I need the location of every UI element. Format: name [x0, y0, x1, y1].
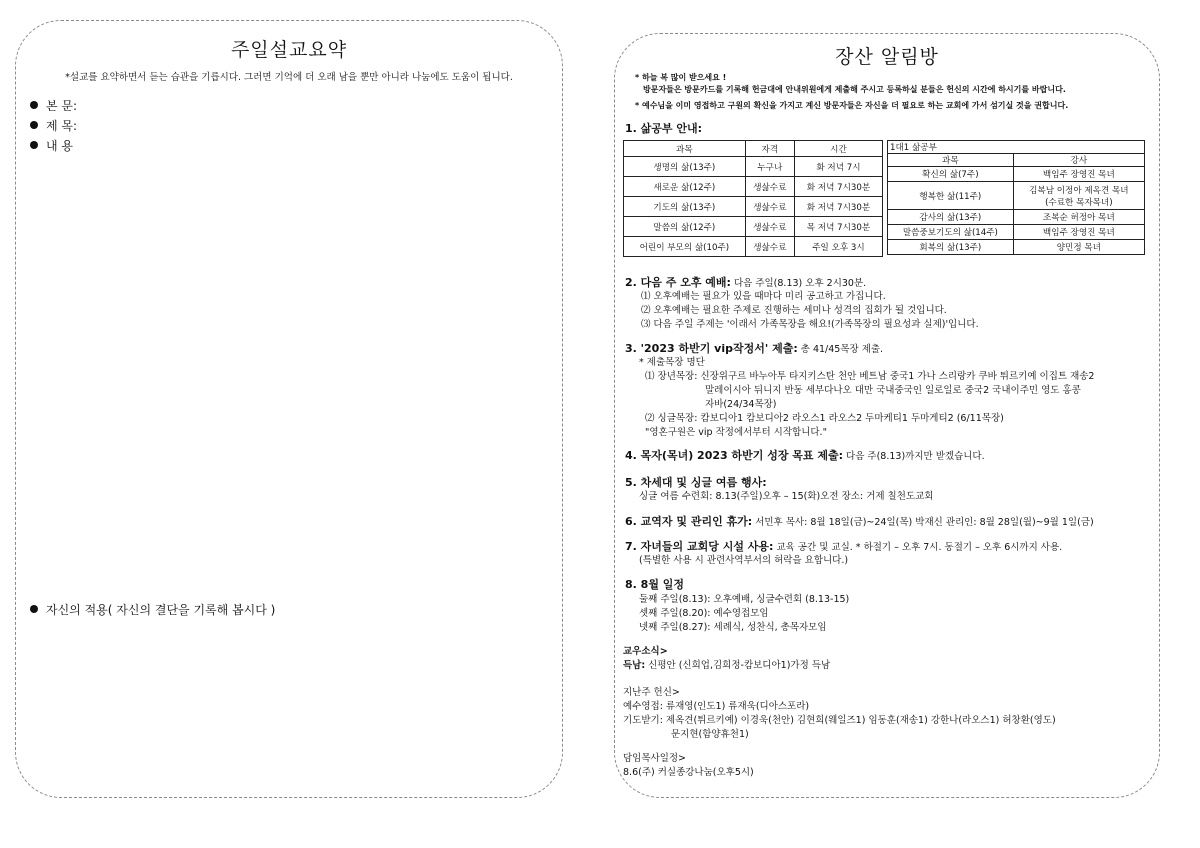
section-3-item: 자바(24/34목장) — [705, 399, 777, 410]
notice-welcome: * 하늘 복 많이 받으세요 ! — [635, 73, 727, 82]
section-2 — [625, 276, 866, 290]
table-row — [624, 177, 883, 197]
announcements-title: 장산 알림방 — [835, 46, 939, 68]
section-5-title: 5. 차세대 및 싱글 여름 행사: — [625, 476, 767, 489]
section-3-item: ⑴ 장년목장: 신장위구르 바누아투 타지키스탄 천안 베트남 중국1 가나 스리랑카 쿠바 튀르키예 이집트 재송2 — [645, 371, 1095, 382]
table-cell: 회복의 삶(13주) — [888, 240, 1014, 255]
offering-title: 지난주 헌신> — [623, 687, 680, 698]
sermon-summary-subtitle: *설교를 요약하면서 듣는 습관을 기릅시다. 그러면 기억에 더 오래 남을 뿐만 아니라 나눔에도 도움이 됩니다. — [65, 72, 513, 83]
section-2-title: 2. 다음 주 오후 예배: — [625, 276, 731, 289]
section-4-text: 다음 주(8.13)까지만 받겠습니다. — [843, 451, 985, 462]
one-on-one-table — [887, 140, 1145, 255]
pastor-schedule-text: 8.6(주) 커실종강나눔(오후5시) — [623, 767, 754, 778]
section-7-title: 7. 자녀들의 교회당 시설 사용: — [625, 540, 774, 553]
section-3-item: * 제출목장 명단 — [639, 357, 705, 368]
section-7-text: 교육 공간 및 교실. * 하절기 – 오후 7시. 동절기 – 오후 6시까지 사용. — [773, 542, 1063, 553]
section-8-title: 8. 8월 일정 — [625, 578, 685, 591]
pastor-schedule-title: 담임목사일정> — [623, 753, 687, 764]
bullet-label: 자신의 적용( 자신의 결단을 기록해 봅시다 ) — [46, 603, 276, 617]
bullet-application — [30, 601, 275, 618]
section-3 — [625, 342, 883, 356]
table-cell: 김복남 이정아 제옥견 목녀 (수료한 목자목녀) — [1013, 182, 1144, 210]
section-3-item: ⑵ 싱글목장: 캄보디아1 캄보디아2 라오스1 라오스2 두마케티1 두마게티2 (6/11목장) — [645, 413, 1004, 424]
table-cell: 기도의 삶(13주) — [624, 197, 746, 217]
section-6-title: 6. 교역자 및 관리인 휴가: — [625, 515, 753, 528]
table-cell: 조복순 허정아 목녀 — [1013, 210, 1144, 225]
table-cell: 감사의 삶(13주) — [888, 210, 1014, 225]
bullet-label: 본 문: — [46, 99, 78, 113]
section-5-text: 싱글 여름 수련회: 8.13(주일)오후 – 15(화)오전 장소: 거제 칠천도교회 — [639, 491, 934, 502]
bullet-dot-icon — [30, 121, 38, 129]
table-caption: 1대1 삶공부 — [888, 141, 1145, 154]
table-header: 자격 — [745, 141, 794, 157]
section-1-title: 1. 삶공부 안내: — [625, 122, 703, 135]
table-cell: 생명의 삶(13주) — [624, 157, 746, 177]
section-8-item: 둘째 주일(8.13): 오후예배, 싱글수련회 (8.13-15) — [639, 594, 850, 605]
table-row — [624, 197, 883, 217]
section-4 — [625, 449, 985, 463]
table-header: 과목 — [888, 154, 1014, 167]
sermon-summary-panel — [15, 20, 563, 798]
table-cell: 누구나 — [745, 157, 794, 177]
table-cell: 생삶수료 — [745, 237, 794, 257]
offering-row: 예수영접: 류재영(인도1) 류재욱(디아스포라) — [623, 701, 810, 712]
news-row — [623, 659, 830, 672]
bullet-dot-icon — [30, 605, 38, 613]
table-cell: 어린이 부모의 삶(10주) — [624, 237, 746, 257]
section-2-item: ⑶ 다음 주일 주제는 '이래서 가족목장을 해요!(가족목장의 필요성과 실제)'입니다. — [641, 319, 979, 330]
news-text: 신평안 (신희업,김희정-캄보디아1)가정 득남 — [645, 660, 831, 671]
table-cell: 행복한 삶(11주) — [888, 182, 1014, 210]
table-cell: 생삶수료 — [745, 197, 794, 217]
table-cell: 백임주 장영진 목녀 — [1013, 225, 1144, 240]
section-3-item: 말레이시아 뒤니지 반동 세부다나오 대만 국내중국인 일로일로 중국2 국내이주민 영도 홍콩 — [705, 385, 1081, 396]
notice-visitors: 방문자들은 방문카드를 기록해 헌금대에 안내위원에게 제출해 주시고 등록하실 분들은 헌신의 시간에 하시기를 바랍니다. — [643, 85, 1066, 94]
table-cell: 백임주 장영진 목녀 — [1013, 167, 1144, 182]
section-8-item: 셋째 주일(8.20): 예수영접모임 — [639, 608, 769, 619]
section-3-quote: "영혼구원은 vip 작정에서부터 시작합니다." — [645, 427, 827, 438]
table-header: 시간 — [794, 141, 882, 157]
table-cell: 생삶수료 — [745, 217, 794, 237]
table-cell: 화 저녁 7시30분 — [794, 177, 882, 197]
table-cell: 화 저녁 7시30분 — [794, 197, 882, 217]
table-cell: 확신의 삶(7주) — [888, 167, 1014, 182]
bullet-subject — [30, 117, 77, 134]
section-6-text: 서민후 목사: 8월 18일(금)~24일(목) 박재신 관리인: 8월 28일(월)~9월 1일(금) — [752, 517, 1094, 528]
section-7-text2: (특별한 사용 시 관련사역부서의 허락을 요합니다.) — [639, 555, 849, 566]
table-row — [888, 225, 1145, 240]
table-header: 과목 — [624, 141, 746, 157]
announcements-panel — [614, 33, 1160, 798]
bullet-dot-icon — [30, 101, 38, 109]
bullet-dot-icon — [30, 141, 38, 149]
table-row — [888, 240, 1145, 255]
section-8-item: 넷째 주일(8.27): 세례식, 성찬식, 총목자모임 — [639, 622, 827, 633]
table-row — [888, 167, 1145, 182]
table-row — [624, 237, 883, 257]
table-cell: 양민정 목녀 — [1013, 240, 1144, 255]
table-cell: 주일 오후 3시 — [794, 237, 882, 257]
notice-believers: * 예수님을 이미 영접하고 구원의 확신을 가지고 계신 방문자들은 자신을 더 필요로 하는 교회에 가서 섬기실 것을 권합니다. — [635, 101, 1069, 110]
sermon-summary-title: 주일설교요약 — [230, 39, 348, 61]
life-study-table — [623, 140, 883, 257]
table-cell: 말씀중보기도의 삶(14주) — [888, 225, 1014, 240]
section-3-title: 3. '2023 하반기 vip작정서' 제출: — [625, 342, 798, 355]
table-cell: 새로운 삶(12주) — [624, 177, 746, 197]
offering-row: 기도받기: 제옥견(튀르키예) 이경욱(천안) 김현희(웨일즈1) 임동훈(재송1) 강한나(라오스1) 허창환(영도) — [623, 715, 1056, 726]
offering-row: 문지현(함양휴천1) — [671, 729, 749, 740]
section-3-text: 총 41/45목장 제출. — [797, 344, 884, 355]
news-title: 교우소식> — [623, 646, 668, 657]
table-cell: 화 저녁 7시 — [794, 157, 882, 177]
table-row — [624, 217, 883, 237]
section-2-item: ⑵ 오후예배는 필요한 주제로 진행하는 세미나 성격의 집회가 될 것입니다. — [641, 305, 947, 316]
table-cell: 생삶수료 — [745, 177, 794, 197]
news-label: 득남: — [623, 660, 646, 671]
section-7 — [625, 540, 1062, 554]
table-cell: 목 저녁 7시30분 — [794, 217, 882, 237]
section-4-title: 4. 목자(목녀) 2023 하반기 성장 목표 제출: — [625, 449, 844, 462]
bullet-label: 내 용 — [46, 139, 73, 153]
section-6 — [625, 515, 1094, 529]
table-row — [624, 157, 883, 177]
bullet-scripture — [30, 97, 77, 114]
table-cell: 말씀의 삶(12주) — [624, 217, 746, 237]
bullet-content — [30, 137, 73, 154]
table-header: 강사 — [1013, 154, 1144, 167]
table-row — [888, 210, 1145, 225]
table-row — [888, 182, 1145, 210]
bullet-label: 제 목: — [46, 119, 78, 133]
section-2-text: 다음 주일(8.13) 오후 2시30분. — [730, 278, 867, 289]
section-2-item: ⑴ 오후예배는 필요가 있을 때마다 미리 공고하고 가집니다. — [641, 291, 886, 302]
